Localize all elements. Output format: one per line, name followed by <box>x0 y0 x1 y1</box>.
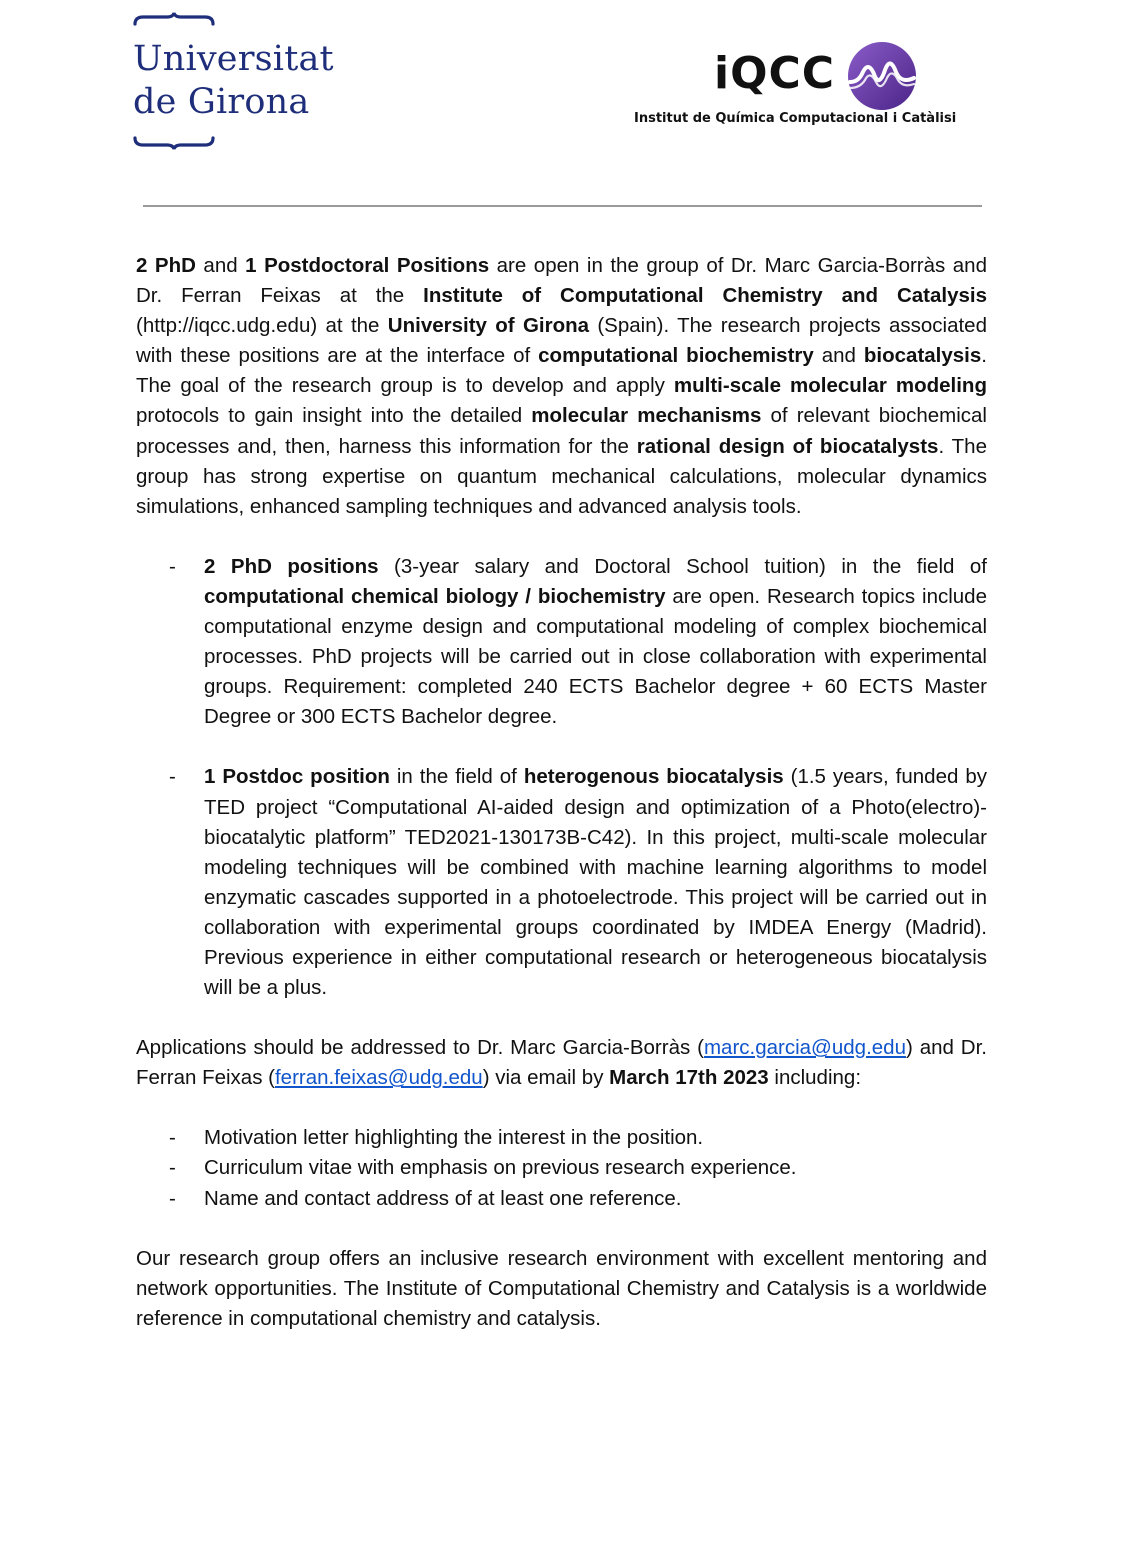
iqcc-logo <box>632 38 992 133</box>
bullet-dash: - <box>169 765 176 789</box>
email-link-feixas[interactable]: ferran.feixas@udg.edu <box>274 1066 483 1090</box>
intro-text: are open in the group of Dr. Marc Garcia-Borràs and Dr. Ferran Feixas at the <box>136 254 987 308</box>
position-title: 1 Postdoc position <box>204 765 390 789</box>
intro-highlight: rational design of biocatalysts <box>636 434 939 458</box>
udg-bottom-brace-icon <box>133 136 215 150</box>
udg-logo <box>133 12 348 154</box>
applications-text: ) via email by <box>482 1066 610 1090</box>
intro-postdoc-count: 1 Postdoctoral Positions <box>245 254 490 277</box>
intro-highlight: multi-scale molecular modeling <box>673 374 987 398</box>
position-field: heterogenous biocatalysis <box>523 765 784 789</box>
requirement-item <box>136 1153 987 1183</box>
position-text: (1.5 years, funded by TED project “Computational AI-aided design and optimization of a Photo(electro)-biocatalytic platform” TED2021-130173B-C42). In this project, multi-scale molecular modeling techniques will be combined with machine learning algorithms to model enzymatic cascades supported in a photoelectrode. This project will be carried out in collaboration with experimental groups coordinated by IMDEA Energy (Madrid). Previous experience in either computational research or heterogeneous biocatalysis will be a plus. <box>204 765 987 1000</box>
requirement-text: Curriculum vitae with emphasis on previous research experience. <box>204 1156 797 1180</box>
intro-text: . The goal of the research group is to develop and apply <box>136 344 987 398</box>
requirements-list <box>136 1123 987 1213</box>
announcement-body <box>136 251 987 1334</box>
requirement-item <box>136 1184 987 1214</box>
application-deadline: March 17th 2023 <box>609 1066 769 1090</box>
udg-line-1: Universitat <box>133 39 334 79</box>
bullet-dash: - <box>169 554 176 578</box>
bullet-dash: - <box>169 1186 176 1210</box>
intro-text: and <box>195 254 246 277</box>
requirement-item <box>136 1123 987 1153</box>
applications-text: including: <box>768 1066 862 1090</box>
intro-text: protocols to gain insight into the detailed <box>136 404 532 428</box>
wave-emblem-icon <box>846 40 918 112</box>
position-phd <box>136 552 987 733</box>
intro-text: and <box>813 344 864 368</box>
position-text: are open. Research topics include computational enzyme design and computational modeling of complex biochemical processes. PhD projects will be carried out in close collaboration with experimental groups. Requirement: completed 240 ECTS Bachelor degree + 60 ECTS Master Degree or 300 ECTS Bachelor degree. <box>204 584 987 729</box>
position-text: in the field of <box>389 765 524 789</box>
closing-paragraph: Our research group offers an inclusive research environment with excellent mentoring and network opportunities. The Institute of Computational Chemistry and Catalysis is a worldwide reference in computational chemistry and catalysis. <box>136 1246 987 1330</box>
udg-wordmark <box>133 38 334 124</box>
requirement-text: Motivation letter highlighting the interest in the position. <box>204 1126 704 1150</box>
bullet-dash: - <box>169 1156 176 1180</box>
intro-text: (Spain). The research projects associated with these positions are at the interface of <box>136 314 987 368</box>
position-text: (3-year salary and Doctoral School tuition) in the field of <box>378 554 988 578</box>
intro-institute: Institute of Computational Chemistry and Catalysis <box>423 284 988 308</box>
intro-phd-count: 2 PhD <box>136 254 196 277</box>
position-field: computational chemical biology / biochemistry <box>204 584 666 608</box>
intro-paragraph <box>136 251 987 522</box>
iqcc-wordmark: iQCC <box>714 48 836 99</box>
intro-highlight: computational biochemistry <box>538 344 814 368</box>
intro-university: University of Girona <box>387 314 590 338</box>
intro-highlight: molecular mechanisms <box>531 404 762 428</box>
position-title: 2 PhD positions <box>204 554 379 578</box>
header-divider <box>143 205 982 207</box>
applications-text: ) and Dr. Ferran Feixas ( <box>136 1036 987 1090</box>
udg-line-2: de Girona <box>133 82 310 122</box>
intro-text: . The group has strong expertise on quantum mechanical calculations, molecular dynamics simulations, enhanced sampling techniques and advanced analysis tools. <box>136 434 987 518</box>
iqcc-subtitle: Institut de Química Computacional i Catàlisi <box>634 111 957 126</box>
email-link-garcia[interactable]: marc.garcia@udg.edu <box>703 1036 906 1060</box>
position-postdoc <box>136 762 987 1003</box>
udg-top-brace-icon <box>133 12 215 26</box>
intro-text: of relevant biochemical processes and, then, harness this information for the <box>136 404 987 458</box>
applications-paragraph <box>136 1033 987 1093</box>
intro-text: (http://iqcc.udg.edu) at the <box>136 314 388 338</box>
applications-text: Applications should be addressed to Dr. Marc Garcia-Borràs ( <box>136 1036 704 1060</box>
bullet-dash: - <box>169 1126 176 1150</box>
requirement-text: Name and contact address of at least one reference. <box>204 1186 682 1210</box>
positions-list <box>136 552 987 1003</box>
intro-highlight: biocatalysis <box>863 344 982 368</box>
